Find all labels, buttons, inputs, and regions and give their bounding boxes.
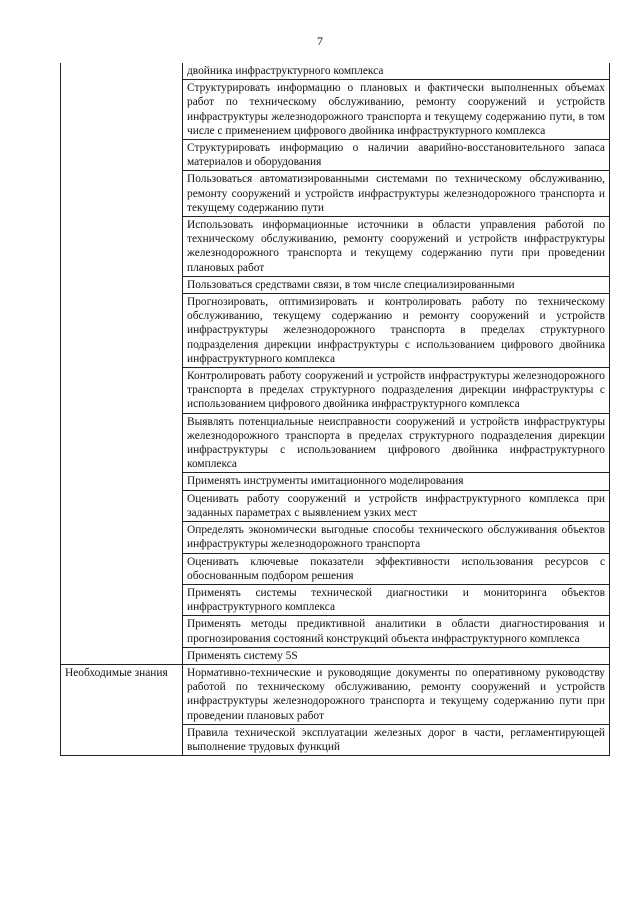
table-row [61, 664, 610, 724]
skill-item: Оценивать ключевые показатели эффективности использования ресурсов с обоснованным подбором решения [183, 553, 610, 584]
skill-item: Контролировать работу сооружений и устройств инфраструктуры железнодорожного транспорта в пределах структурного подразделения дирекции инфраструктуры с использованием цифрового двойника инфраструктурного комплекса [183, 368, 610, 414]
skill-item: Применять инструменты имитационного моделирования [183, 473, 610, 490]
skills-label-cell [61, 63, 183, 664]
skill-item: Структурировать информацию о наличии аварийно-восстановительного запаса материалов и оборудования [183, 140, 610, 171]
table-row [61, 63, 610, 80]
skill-item: Применять системы технической диагностики и мониторинга объектов инфраструктурного комплекса [183, 584, 610, 615]
skill-item: Пользоваться автоматизированными системами по техническому обслуживанию, ремонту сооружений и устройств инфраструктуры железнодорожного транспорта и текущему содержанию пути [183, 171, 610, 217]
skill-item: Прогнозировать, оптимизировать и контролировать работу по техническому обслуживанию, текущему содержанию и ремонту сооружений и устройств инфраструктуры железнодорожного транспорта в пределах структурного подразделения дирекции инфраструктуры с использованием цифрового двойника инфраструктурного комплекса [183, 294, 610, 368]
knowledge-item: Правила технической эксплуатации железных дорог в части, регламентирующей выполнение трудовых функций [183, 724, 610, 755]
page-number: 7 [317, 34, 323, 48]
skill-item: Определять экономически выгодные способы технического обслуживания объектов инфраструктуры железнодорожного транспорта [183, 522, 610, 553]
knowledge-label: Необходимые знания [61, 664, 183, 755]
skill-item: Применять систему 5S [183, 647, 610, 664]
skill-item: Пользоваться средствами связи, в том числе специализированными [183, 276, 610, 293]
skill-item: Выявлять потенциальные неисправности сооружений и устройств инфраструктуры железнодорожного транспорта в пределах структурного подразделения дирекции инфраструктуры с использованием цифрового двойника инфраструктурного комплекса [183, 413, 610, 473]
skill-item: двойника инфраструктурного комплекса [183, 63, 610, 80]
skill-item: Оценивать работу сооружений и устройств инфраструктурного комплекса при заданных параметрах с выявлением узких мест [183, 490, 610, 521]
skill-item: Структурировать информацию о плановых и фактически выполненных объемах работ по техническому обслуживанию, ремонту сооружений и устройств инфраструктуры железнодорожного транспорта и текущему содержанию пути, в том числе с применением цифрового двойника инфраструктурного комплекса [183, 80, 610, 140]
skill-item: Применять методы предиктивной аналитики в области диагностирования и прогнозирования состояний конструкций объекта инфраструктурного комплекса [183, 616, 610, 647]
labor-function-table [60, 63, 610, 756]
skill-item: Использовать информационные источники в области управления работой по техническому обслуживанию, ремонту сооружений и устройств инфраструктуры железнодорожного транспорта и текущему содержанию пути при проведении плановых работ [183, 217, 610, 277]
knowledge-item: Нормативно-технические и руководящие документы по оперативному руководству работой по техническому обслуживанию, ремонту сооружений и устройств инфраструктуры железнодорожного транспорта и текущему содержанию пути при проведении плановых работ [183, 664, 610, 724]
